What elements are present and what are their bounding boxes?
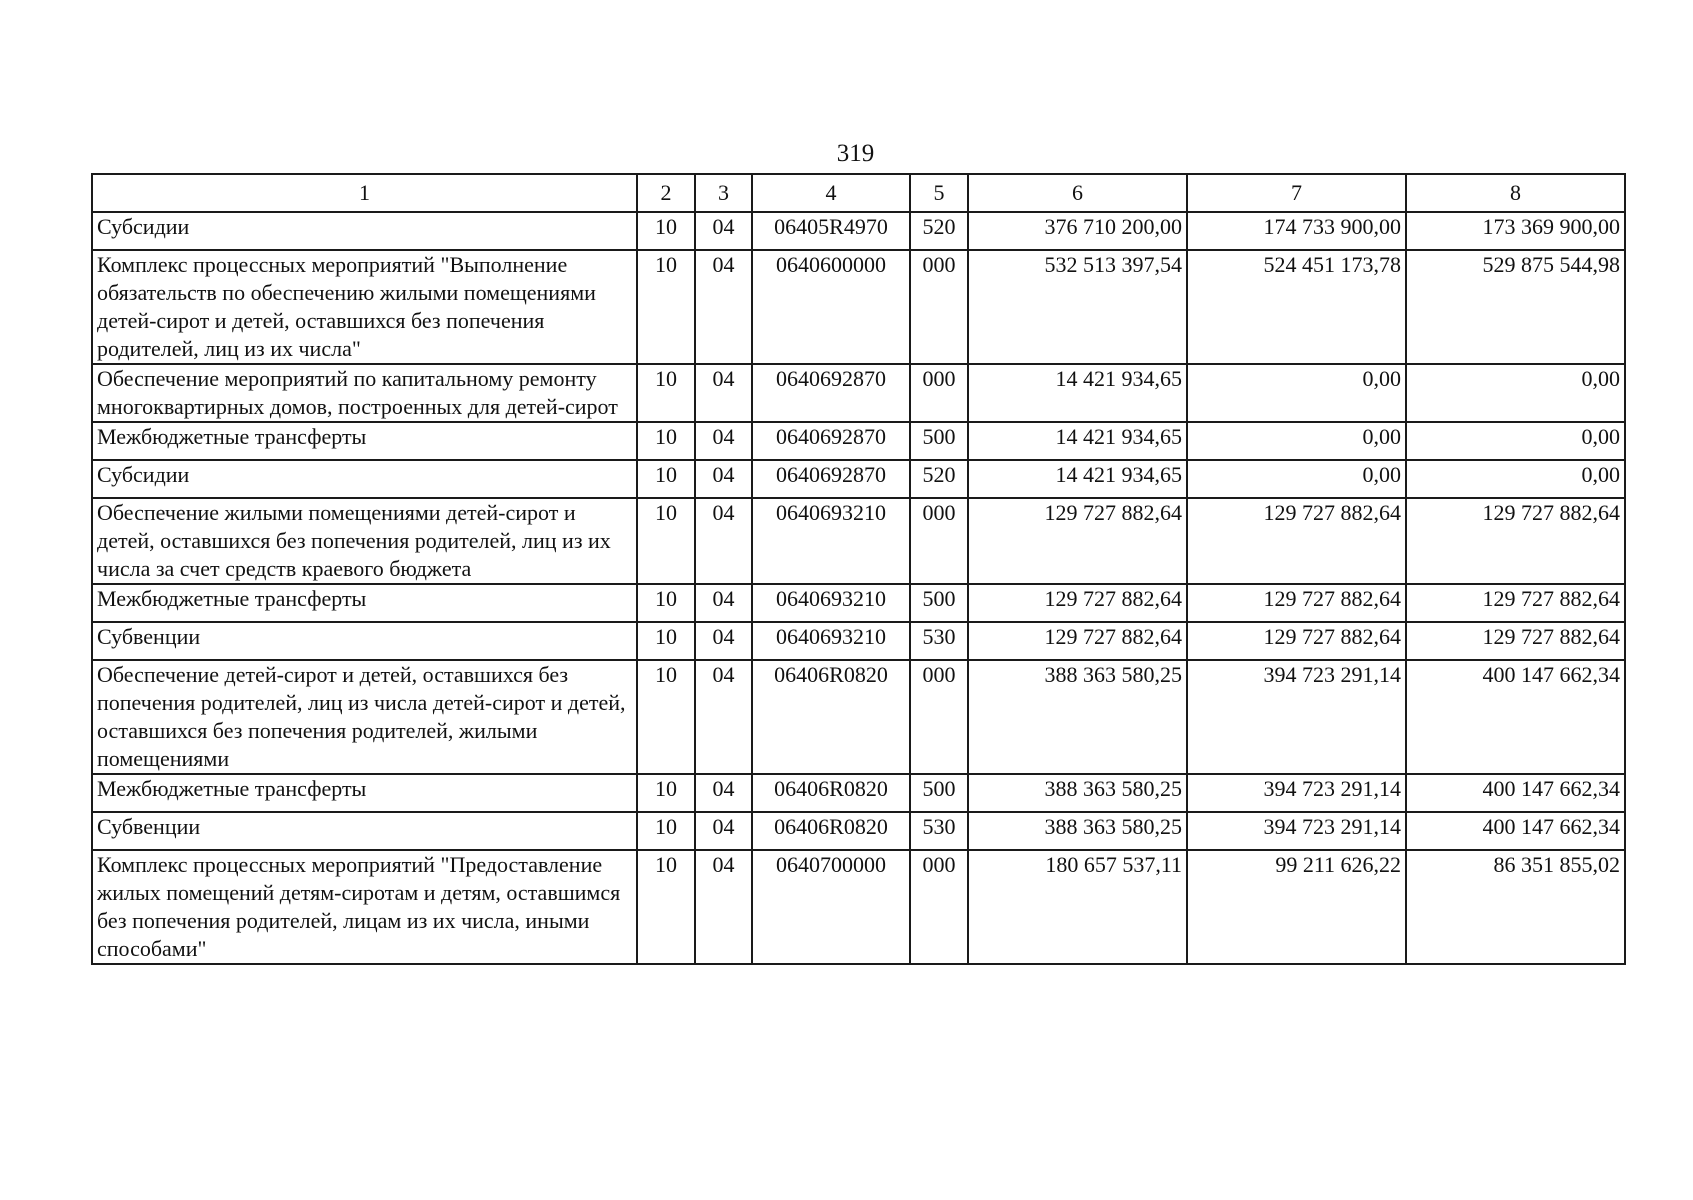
table-row: [92, 660, 1625, 774]
table-row: [92, 250, 1625, 364]
section-code: 10: [637, 460, 695, 498]
row-name: Субсидии: [92, 460, 637, 498]
page-number: 319: [836, 140, 875, 167]
expense-type-code: 520: [910, 212, 968, 250]
row-name: Комплекс процессных мероприятий "Выполнение обязательств по обеспечению жилыми помещениями детей-сирот и детей, оставшихся без попечения родителей, лиц из их числа": [92, 250, 637, 364]
expense-type-code: 500: [910, 774, 968, 812]
target-article-code: 06406R0820: [752, 774, 910, 812]
subsection-code: 04: [695, 250, 752, 364]
amount-col-8: 400 147 662,34: [1406, 774, 1625, 812]
target-article-code: 0640692870: [752, 364, 910, 422]
subsection-code: 04: [695, 660, 752, 774]
expense-type-code: 000: [910, 498, 968, 584]
expense-type-code: 530: [910, 812, 968, 850]
header-cell: 5: [910, 174, 968, 212]
target-article-code: 06406R0820: [752, 812, 910, 850]
expense-type-code: 000: [910, 660, 968, 774]
subsection-code: 04: [695, 774, 752, 812]
target-article-code: 06405R4970: [752, 212, 910, 250]
table-row: [92, 622, 1625, 660]
subsection-code: 04: [695, 850, 752, 964]
section-code: 10: [637, 622, 695, 660]
table-row: [92, 460, 1625, 498]
amount-col-6: 388 363 580,25: [968, 774, 1187, 812]
header-cell: 6: [968, 174, 1187, 212]
target-article-code: 0640700000: [752, 850, 910, 964]
subsection-code: 04: [695, 212, 752, 250]
section-code: 10: [637, 250, 695, 364]
section-code: 10: [637, 422, 695, 460]
header-cell: 2: [637, 174, 695, 212]
amount-col-8: 173 369 900,00: [1406, 212, 1625, 250]
amount-col-6: 14 421 934,65: [968, 460, 1187, 498]
row-name: Субсидии: [92, 212, 637, 250]
amount-col-7: 394 723 291,14: [1187, 774, 1406, 812]
row-name: Субвенции: [92, 622, 637, 660]
amount-col-8: 129 727 882,64: [1406, 584, 1625, 622]
row-name: Субвенции: [92, 812, 637, 850]
amount-col-6: 14 421 934,65: [968, 422, 1187, 460]
expense-type-code: 000: [910, 250, 968, 364]
amount-col-6: 129 727 882,64: [968, 498, 1187, 584]
amount-col-8: 86 351 855,02: [1406, 850, 1625, 964]
amount-col-8: 400 147 662,34: [1406, 660, 1625, 774]
header-cell: 4: [752, 174, 910, 212]
amount-col-8: 0,00: [1406, 364, 1625, 422]
row-name: Межбюджетные трансферты: [92, 422, 637, 460]
section-code: 10: [637, 774, 695, 812]
amount-col-7: 524 451 173,78: [1187, 250, 1406, 364]
subsection-code: 04: [695, 622, 752, 660]
amount-col-8: 0,00: [1406, 422, 1625, 460]
amount-col-7: 99 211 626,22: [1187, 850, 1406, 964]
expense-type-code: 530: [910, 622, 968, 660]
row-name: Обеспечение жилыми помещениями детей-сирот и детей, оставшихся без попечения родителей, лиц из их числа за счет средств краевого бюджета: [92, 498, 637, 584]
table-row: [92, 774, 1625, 812]
target-article-code: 0640692870: [752, 460, 910, 498]
amount-col-8: 0,00: [1406, 460, 1625, 498]
section-code: 10: [637, 584, 695, 622]
expense-type-code: 520: [910, 460, 968, 498]
row-name: Межбюджетные трансферты: [92, 584, 637, 622]
target-article-code: 0640692870: [752, 422, 910, 460]
amount-col-7: 0,00: [1187, 422, 1406, 460]
amount-col-6: 532 513 397,54: [968, 250, 1187, 364]
amount-col-7: 394 723 291,14: [1187, 660, 1406, 774]
row-name: Обеспечение детей-сирот и детей, оставшихся без попечения родителей, лиц из числа детей-сирот и детей, оставшихся без попечения родителей, жилыми помещениями: [92, 660, 637, 774]
section-code: 10: [637, 812, 695, 850]
subsection-code: 04: [695, 498, 752, 584]
table-row: [92, 422, 1625, 460]
header-cell: 3: [695, 174, 752, 212]
table-row: [92, 364, 1625, 422]
subsection-code: 04: [695, 364, 752, 422]
subsection-code: 04: [695, 584, 752, 622]
section-code: 10: [637, 498, 695, 584]
amount-col-8: 529 875 544,98: [1406, 250, 1625, 364]
target-article-code: 06406R0820: [752, 660, 910, 774]
row-name: Обеспечение мероприятий по капитальному ремонту многоквартирных домов, построенных для детей-сирот: [92, 364, 637, 422]
section-code: 10: [637, 364, 695, 422]
amount-col-7: 129 727 882,64: [1187, 498, 1406, 584]
expense-type-code: 500: [910, 422, 968, 460]
amount-col-6: 388 363 580,25: [968, 812, 1187, 850]
table-row: [92, 812, 1625, 850]
section-code: 10: [637, 660, 695, 774]
section-code: 10: [637, 212, 695, 250]
row-name: Межбюджетные трансферты: [92, 774, 637, 812]
subsection-code: 04: [695, 422, 752, 460]
amount-col-7: 0,00: [1187, 364, 1406, 422]
amount-col-7: 129 727 882,64: [1187, 584, 1406, 622]
header-cell: 8: [1406, 174, 1625, 212]
section-code: 10: [637, 850, 695, 964]
target-article-code: 0640693210: [752, 498, 910, 584]
table-row: [92, 584, 1625, 622]
amount-col-7: 129 727 882,64: [1187, 622, 1406, 660]
row-name: Комплекс процессных мероприятий "Предоставление жилых помещений детям-сиротам и детям, оставшимся без попечения родителей, лицам из их числа, иными способами": [92, 850, 637, 964]
amount-col-6: 376 710 200,00: [968, 212, 1187, 250]
subsection-code: 04: [695, 460, 752, 498]
expense-type-code: 000: [910, 364, 968, 422]
table-row: [92, 212, 1625, 250]
amount-col-6: 129 727 882,64: [968, 584, 1187, 622]
expense-type-code: 000: [910, 850, 968, 964]
header-cell: 1: [92, 174, 637, 212]
amount-col-8: 129 727 882,64: [1406, 622, 1625, 660]
amount-col-6: 388 363 580,25: [968, 660, 1187, 774]
amount-col-8: 400 147 662,34: [1406, 812, 1625, 850]
amount-col-7: 174 733 900,00: [1187, 212, 1406, 250]
header-row: [92, 174, 1625, 212]
budget-table: [91, 173, 1626, 965]
amount-col-8: 129 727 882,64: [1406, 498, 1625, 584]
header-cell: 7: [1187, 174, 1406, 212]
amount-col-7: 0,00: [1187, 460, 1406, 498]
subsection-code: 04: [695, 812, 752, 850]
amount-col-6: 180 657 537,11: [968, 850, 1187, 964]
table-row: [92, 850, 1625, 964]
target-article-code: 0640693210: [752, 584, 910, 622]
amount-col-6: 129 727 882,64: [968, 622, 1187, 660]
target-article-code: 0640600000: [752, 250, 910, 364]
amount-col-6: 14 421 934,65: [968, 364, 1187, 422]
amount-col-7: 394 723 291,14: [1187, 812, 1406, 850]
table-row: [92, 498, 1625, 584]
target-article-code: 0640693210: [752, 622, 910, 660]
expense-type-code: 500: [910, 584, 968, 622]
